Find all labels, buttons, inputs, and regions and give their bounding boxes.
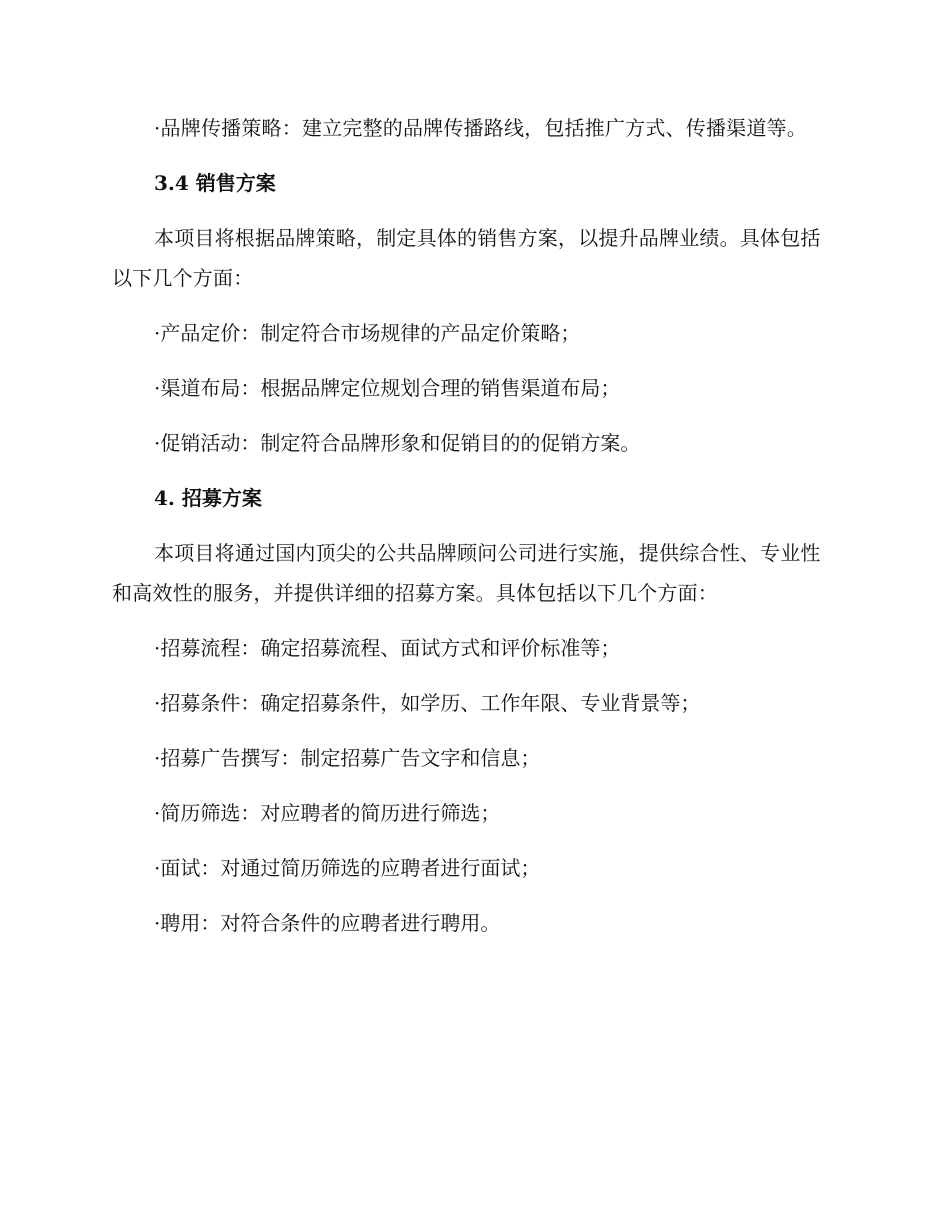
bullet-brand-communication: ·品牌传播策略：建立完整的品牌传播路线，包括推广方式、传播渠道等。: [154, 116, 807, 140]
bullet-process: ·招募流程：确定招募流程、面试方式和评价标准等；: [154, 636, 621, 660]
document-body: [112, 108, 832, 943]
bullet-ad-writing: ·招募广告撰写：制定招募广告文字和信息；: [154, 746, 541, 770]
bullet-interview: ·面试：对通过简历筛选的应聘者进行面试；: [154, 856, 541, 880]
section-heading-sales: 3.4 销售方案: [154, 171, 276, 195]
paragraph-recruitment: 本项目将通过国内顶尖的公共品牌顾问公司进行实施，提供综合性、专业性和高效性的服务，并提供详细的招募方案。具体包括以下几个方面：: [112, 541, 821, 605]
bullet-pricing: ·产品定价：制定符合市场规律的产品定价策略；: [154, 321, 581, 345]
bullet-resume-screening: ·简历筛选：对应聘者的简历进行筛选；: [154, 801, 501, 825]
bullet-conditions: ·招募条件：确定招募条件，如学历、工作年限、专业背景等；: [154, 691, 701, 715]
paragraph-sales: 本项目将根据品牌策略，制定具体的销售方案，以提升品牌业绩。具体包括以下几个方面：: [112, 226, 821, 290]
section-heading-recruitment: 4. 招募方案: [154, 486, 262, 510]
bullet-promotion: ·促销活动：制定符合品牌形象和促销目的的促销方案。: [154, 431, 641, 455]
bullet-channel: ·渠道布局：根据品牌定位规划合理的销售渠道布局；: [154, 376, 621, 400]
bullet-hiring: ·聘用：对符合条件的应聘者进行聘用。: [154, 911, 501, 935]
